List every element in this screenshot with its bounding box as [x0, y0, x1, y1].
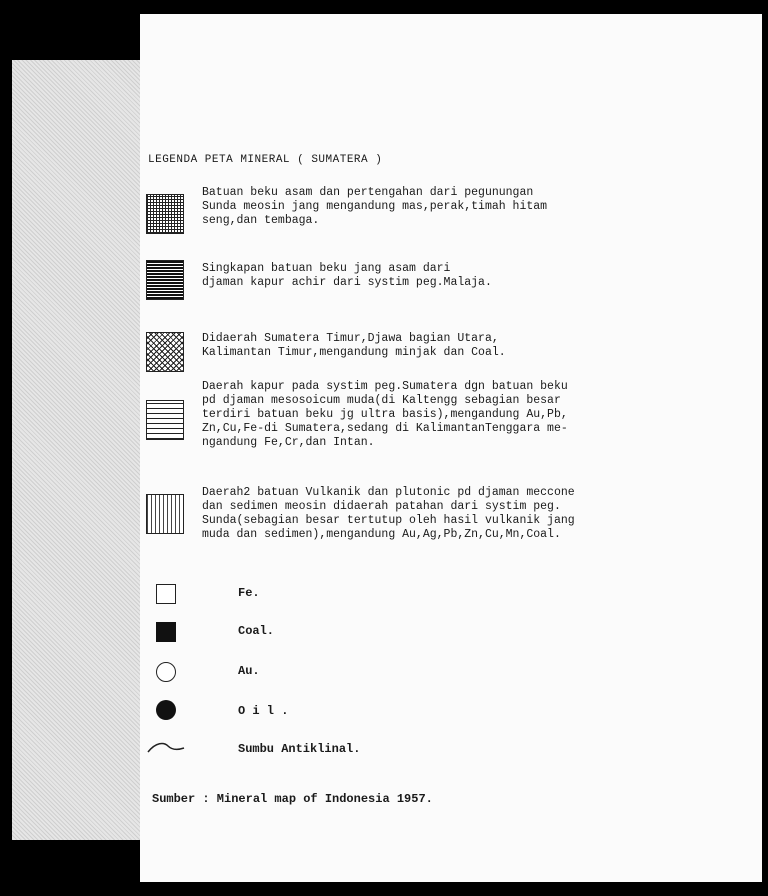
filled-circle-icon: [156, 700, 176, 720]
crosshatch-pattern-swatch: [146, 332, 184, 372]
symbol-label: Sumbu Antiklinal.: [238, 742, 361, 756]
legend-area-description: Daerah2 batuan Vulkanik dan plutonic pd djaman meccone dan sedimen meosin didaerah patahan dari systim peg. Sunda(sebagian besar tertutup oleh hasil vulkanik jang muda dan sedimen),mengandung Au,Ag,Pb,Zn,Cu,Mn,Coal.: [202, 486, 575, 541]
grid-pattern-swatch: [146, 194, 184, 234]
dense-pattern-swatch: [146, 260, 184, 300]
scanned-page-edge: [12, 60, 142, 840]
legend-area-description: Batuan beku asam dan pertengahan dari pegunungan Sunda meosin jang mengandung mas,perak,timah hitam seng,dan tembaga.: [202, 186, 548, 227]
tilde-line-icon: [146, 738, 186, 758]
source-citation: Sumber : Mineral map of Indonesia 1957.: [152, 792, 433, 806]
symbol-label: Fe.: [238, 586, 260, 600]
legend-area-description: Didaerah Sumatera Timur,Djawa bagian Utara, Kalimantan Timur,mengandung minjak dan Coal.: [202, 332, 506, 359]
symbol-label: Coal.: [238, 624, 275, 638]
filled-square-icon: [156, 622, 176, 642]
legend-area-description: Daerah kapur pada systim peg.Sumatera dgn batuan beku pd djaman mesosoicum muda(di Kaltengg sebagian besar terdiri batuan beku jg ultra basis),mengandung Au,Pb, Zn,Cu,Fe-di Sumatera,sedang di KalimantanTenggara me- ngandung Fe,Cr,dan Intan.: [202, 380, 568, 449]
legend-area-description: Singkapan batuan beku jang asam dari djaman kapur achir dari systim peg.Malaja.: [202, 262, 492, 289]
legend-title: LEGENDA PETA MINERAL ( SUMATERA ): [148, 154, 383, 166]
document-page: [140, 14, 762, 882]
empty-square-icon: [156, 584, 176, 604]
vertical-lines-swatch: [146, 494, 184, 534]
empty-circle-icon: [156, 662, 176, 682]
horizontal-lines-swatch: [146, 400, 184, 440]
symbol-label: O i l .: [238, 704, 289, 718]
symbol-label: Au.: [238, 664, 260, 678]
